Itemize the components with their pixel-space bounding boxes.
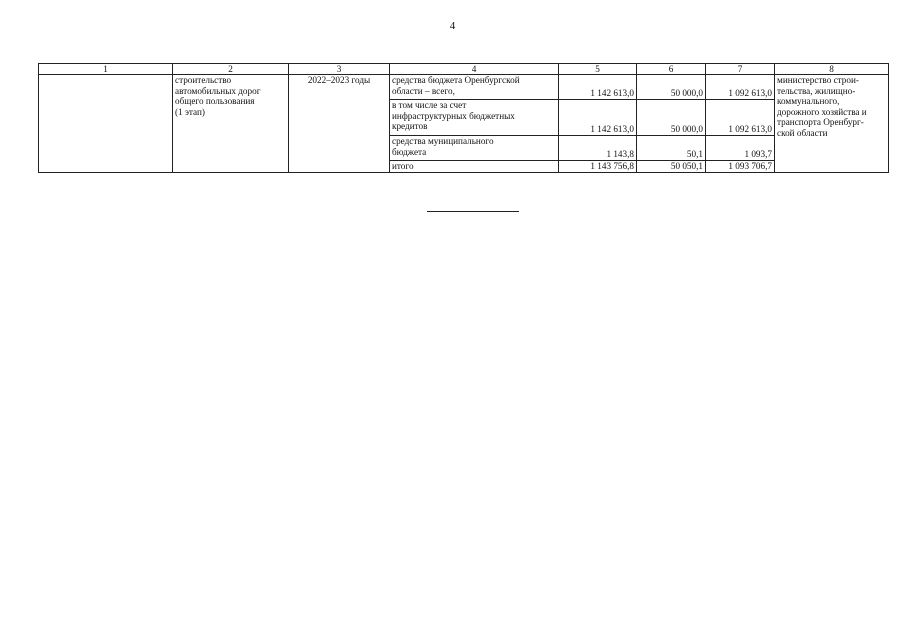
value-cell: 50 000,0 (637, 100, 706, 136)
source-line: итого (392, 161, 414, 171)
value-cell: 1 093,7 (706, 136, 775, 161)
table-row (39, 75, 889, 100)
header-col-3: 3 (289, 64, 390, 75)
source-line: средства бюджета Оренбургской (392, 75, 520, 85)
source-cell (390, 161, 559, 173)
page-number: 4 (449, 20, 456, 32)
source-line: в том числе за счет (392, 100, 467, 110)
source-line: кредитов (392, 121, 428, 132)
responsible-line: дорожного хозяйства и (777, 106, 867, 117)
value-cell: 1 142 613,0 (559, 75, 637, 100)
responsible-line: тельства, жилищно- (777, 85, 856, 96)
responsible-line: коммунального, (777, 96, 840, 107)
measure-line: (1 этап) (175, 106, 205, 117)
number-cell (39, 75, 173, 173)
source-cell (390, 136, 559, 161)
measure-line: автомобильных дорог (175, 85, 261, 96)
measure-line: общего пользования (175, 96, 255, 107)
header-col-4: 4 (390, 64, 559, 75)
header-col-6: 6 (637, 64, 706, 75)
header-col-2: 2 (173, 64, 289, 75)
source-cell (390, 75, 559, 100)
responsible-line: ской области (777, 127, 828, 138)
value-cell: 1 143 756,8 (559, 161, 637, 173)
source-line: бюджета (392, 146, 427, 157)
source-line: средства муниципального (392, 136, 494, 146)
value-cell: 1 092 613,0 (706, 75, 775, 100)
header-col-7: 7 (706, 64, 775, 75)
value-cell: 1 143,8 (559, 136, 637, 161)
value-cell: 50,1 (637, 136, 706, 161)
responsible-cell (775, 75, 889, 173)
source-cell (390, 100, 559, 136)
source-line: области – всего, (392, 85, 455, 96)
source-line: инфраструктурных бюджетных (392, 110, 515, 121)
measure-cell (173, 75, 289, 173)
period-cell: 2022–2023 годы (289, 75, 390, 173)
responsible-line: транспорта Оренбург- (777, 117, 864, 128)
end-divider (427, 211, 519, 212)
value-cell: 50 050,1 (637, 161, 706, 173)
header-col-5: 5 (559, 64, 637, 75)
responsible-line: министерство строи- (777, 75, 859, 85)
measure-line: строительство (175, 75, 232, 85)
budget-table (38, 63, 889, 173)
header-col-1: 1 (39, 64, 173, 75)
header-row (39, 64, 889, 75)
value-cell: 1 142 613,0 (559, 100, 637, 136)
value-cell: 50 000,0 (637, 75, 706, 100)
value-cell: 1 093 706,7 (706, 161, 775, 173)
value-cell: 1 092 613,0 (706, 100, 775, 136)
header-col-8: 8 (775, 64, 889, 75)
